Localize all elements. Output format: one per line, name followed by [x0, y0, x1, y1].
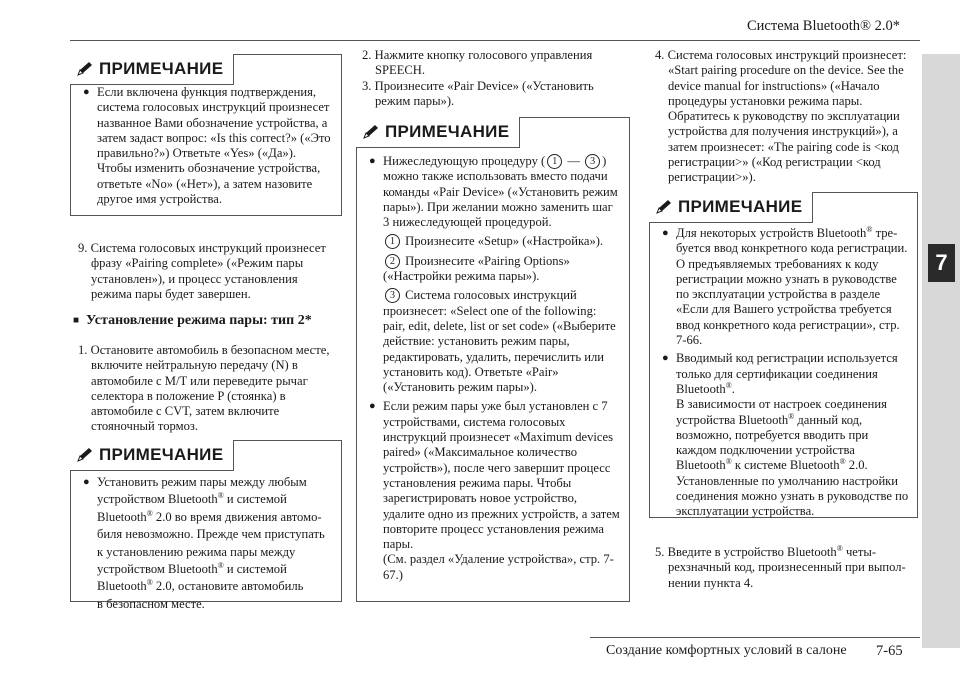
step-text: 1. Остановите автомобиль в безопасном месте, включите нейтральную передачу (N) в автомобиле с M/T или переведите рычаг селектора в положение P (стоянка) в автомобиле с CVT, затем включите стояночный тормоз.: [78, 343, 330, 434]
note-text: (См. раздел «Удаление устройства», стр. 7-67.): [383, 552, 614, 582]
pencil-icon: [76, 447, 94, 463]
section-heading: [73, 313, 343, 329]
note-line: Bluetooth® 2.0 во время движения автомо-: [97, 508, 322, 524]
pencil-icon: [362, 124, 380, 140]
section-title: Установление режима пары: тип 2*: [86, 313, 312, 328]
note-text: Если включена функция подтверждения, система голосовых инструкций произнесет названное Вами обозначение устройства, а затем задаст вопрос: «Is this correct?» («Это правильно?») Ответьте «Yes» («Да»).: [97, 85, 331, 161]
note-box-4: [649, 192, 918, 518]
chapter-sidebar: [922, 54, 960, 648]
note-body: [83, 85, 333, 209]
note-body: [662, 226, 909, 522]
bullet-icon: ●: [369, 400, 376, 413]
step-1: [78, 343, 340, 435]
note-line: Bluetooth® 2.0, остановите автомобиль: [97, 578, 304, 594]
circled-number: 3: [385, 288, 400, 303]
note-bullet: [369, 154, 621, 395]
step-text: 5. Введите в устройство Bluetooth® четырехзначный код, произнесенный при выполнении пункта 4.: [655, 543, 906, 590]
note-text: Для некоторых устройств Bluetooth® требуется ввод конкретного кода регистрации. О предъявляемых требованиях к коду регистрации можно узнать в руководстве по эксплуатации устройства в разделе «Если для Вашего устройства требуется ввод конкретного кода регистрации», стр. 7-66.: [676, 224, 908, 348]
header-rule: [70, 40, 920, 41]
note-bullet: [83, 474, 333, 613]
step-text: 9. Система голосовых инструкций произнесет фразу «Pairing complete» («Режим пары установлен»), и процесс установления режима пары будет завершен.: [78, 241, 326, 301]
note-line: к установлению режима пары между: [97, 544, 296, 559]
step-3: 3. Произнесите «Pair Device» («Установить режим пары»).: [362, 78, 594, 108]
note-line: устройством Bluetooth® и системой: [97, 560, 287, 577]
sub-step-2: 2 Произнесите «Pairing Options» («Настройки режима пары»).: [383, 253, 570, 284]
circled-number: 1: [385, 234, 400, 249]
steps-2-3: [362, 48, 624, 109]
note-box-2: [70, 440, 342, 611]
bullet-icon: ●: [83, 476, 90, 488]
circled-number: 1: [547, 154, 562, 169]
page-header-title: Система Bluetooth® 2.0*: [747, 18, 900, 34]
footer-rule: [590, 637, 920, 638]
note-box-3: [356, 117, 630, 602]
pencil-icon: [76, 61, 94, 77]
note-label: ПРИМЕЧАНИЕ: [99, 445, 224, 464]
note-text: Чтобы изменить обозначение устройства, ответьте «No» («Нет»), а затем назовите другое имя устройства.: [97, 161, 321, 207]
chapter-tab[interactable]: 7: [928, 244, 955, 282]
note-label: ПРИМЕЧАНИЕ: [99, 59, 224, 78]
note-bullet: [83, 85, 333, 207]
note-header: [70, 440, 234, 471]
bullet-icon: ●: [662, 227, 669, 239]
sub-step-1: 1 Произнесите «Setup» («Настройка»).: [383, 234, 621, 249]
note-line: устройством Bluetooth® и системой: [97, 491, 287, 507]
bullet-icon: ●: [369, 155, 376, 167]
note-label: ПРИМЕЧАНИЕ: [385, 122, 510, 141]
note-bullet: [662, 226, 909, 348]
note-label: ПРИМЕЧАНИЕ: [678, 197, 803, 216]
note-line: биля невозможно. Прежде чем приступать: [97, 527, 325, 542]
page-number: 7-65: [876, 643, 903, 659]
note-text: В зависимости от настроек соединения устройства Bluetooth® данный код, возможно, потребуется вводить при каждом подключении устройства Bluetooth® к системе Bluetooth® 2.0. Установленные по умолчанию настройки соединения можно узнать в руководстве по эксплуатации устройства.: [676, 397, 909, 519]
note-line: в безопасном месте.: [97, 596, 205, 611]
note-header: [70, 54, 234, 85]
note-text: Нижеследующую процедуру ( 1 — 3 ) можно также использовать вместо подачи команды «Pair Device» («Установить режим пары»). При желании можно заменить шаг 3 нижеследующей процедурой.: [383, 154, 618, 230]
note-box-1: [70, 54, 342, 216]
note-body: [83, 474, 333, 615]
note-header: [356, 117, 520, 148]
note-line: Установить режим пары между любым: [97, 475, 307, 489]
footer-section-title: Создание комфортных условий в салоне: [606, 643, 847, 658]
step-9: [78, 241, 340, 302]
step-5: [655, 545, 917, 591]
circled-number: 3: [585, 154, 600, 169]
circled-number: 2: [385, 254, 400, 269]
square-bullet-icon: ■: [73, 315, 80, 326]
step-text: 4. Система голосовых инструкций произнесет: «Start pairing procedure on the device. See the device manual for instructions» («Начало процедуры установки режима пары. Обратитесь к руководству по эксплуатации устройства для получения инструкций»), а затем произнесет: «The pairing code is <код регистрации>» («Код регистрации <код регистрации>»).: [655, 48, 907, 185]
bullet-icon: ●: [83, 86, 90, 98]
note-text: Вводимый код регистрации используется только для сертификации соединения Bluetooth®.: [676, 351, 898, 396]
bullet-icon: ●: [662, 352, 669, 365]
pencil-icon: [655, 199, 673, 215]
note-text: Если режим пары уже был установлен с 7 устройствами, система голосовых инструкций произнесет «Maximum devices paired» («Максимальное количество устройств»), после чего завершит процесс установления режима пары. Чтобы зарегистрировать новое устройство, удалите одно из прежних устройств, а затем повторите процесс установления режима пары.: [383, 399, 620, 552]
note-body: [369, 154, 621, 585]
step-4: [655, 48, 917, 186]
step-2: 2. Нажмите кнопку голосового управления SPEECH.: [362, 48, 593, 78]
sub-step-3: 3 Система голосовых инструкций произнесет: «Select one of the following: pair, edit, delete, list or set code» («Выберите действие: установить режим пары, редактировать, удалить, перечислить или установить код). Ответьте «Pair» («Установить режим пары»).: [383, 288, 616, 395]
note-bullet: [369, 399, 621, 583]
note-bullet: [662, 351, 909, 519]
note-header: [649, 192, 813, 223]
